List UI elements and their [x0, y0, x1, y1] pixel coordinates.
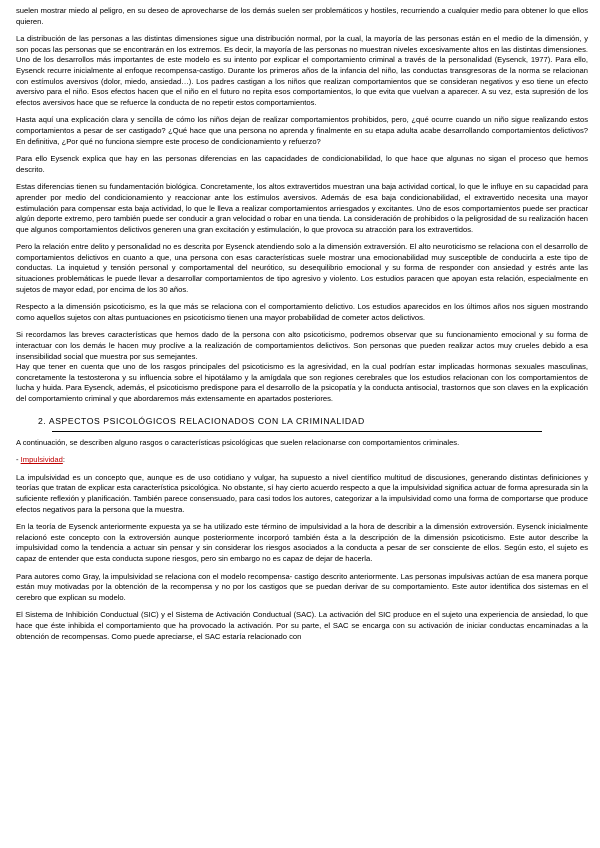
paragraph-5: Estas diferencias tienen su fundamentación biológica. Concretamente, los altos extravertidos muestran una baja actividad cortical, lo que le influye en su capacidad para aprender por medio del condicionamiento y reaccionar ante los estímulos aversivos. Además de esa baja condicionabilidad, el extravertido necesita una mayor estimulación para compensar esta baja actividad, lo que le lleva a realizar comportamientos arriesgados y excitantes. Uno de esos comportamientos puede ser practicar algún deporte extremo, pero también puede ser conducir a gran velocidad o robar en una tienda. La consideración de prohibidos o la peligrosidad de su realización hacen que algunos comportamientos delictivos generen una gran excitación y estimulación, lo que provoca su atracción para los extravertidos.: [16, 182, 589, 234]
paragraph-7: Respecto a la dimensión psicoticismo, es la que más se relaciona con el comportamiento delictivo. Los estudios aparecidos en los últimos años nos siguen mostrando como aquellos sujetos con altas puntuaciones en psicoticismo tienen una mayor probabilidad de cometer actos delictivos.: [16, 302, 588, 322]
paragraph-3: Hasta aquí una explicación clara y sencilla de cómo los niños dejan de realizar comportamientos prohibidos, pero, ¿qué ocurre cuando un niño sigue realizando estos comportamientos a pesar de ser castigado? ¿Qué hace que una persona no aprenda y finalmente en su etapa adulta acabe desarrollando comportamientos delictivos? En definitiva, ¿Por qué no funciona siempre este proceso de condicionamiento y refuerzo?: [16, 115, 588, 146]
paragraph-4: Para ello Eysenck explica que hay en las personas diferencias en las capacidades de condicionabilidad, lo que hace que algunas no sigan el proceso que hemos descrito.: [16, 154, 588, 174]
heading-rule: [52, 431, 542, 432]
keyword-prefix: -: [16, 455, 21, 465]
paragraph-10: La impulsividad es un concepto que, aunque es de uso cotidiano y vulgar, ha supuesto a nivel científico multitud de discusiones, generando distintas definiciones y teorías que tratan de explicar esta característica psicológica. No obstante, sí hay cierto acuerdo respecto a que la impulsividad significa actuar de forma apresurada sin la suficiente reflexión y planificación. También parece consensuado, para casi todos los autores, categorizar a la impulsividad como una forma de comportarse que produce efectos negativos para la persona que la muestra.: [16, 472, 588, 514]
section-heading: 2. ASPECTOS PSICOLÓGICOS RELACIONADOS CON LA CRIMINALIDAD: [38, 415, 365, 426]
paragraph-12: Para autores como Gray, la impulsividad se relaciona con el modelo recompensa- castigo descrito anteriormente. Las personas impulsivas actúan de esa manera porque están muy motivadas por la obtención de la recompensa y no por los castigos que se puedan derivar de su comportamiento. Este autor identifica dos sistemas en el cerebro que explican su modelo.: [16, 571, 588, 602]
keyword-suffix: :: [62, 455, 65, 465]
paragraph-11: En la teoría de Eysenck anteriormente expuesta ya se ha utilizado este término de impulsividad a la hora de describir a la dimensión extroversión. Eysenck inicialmente relacionó este concepto con la extroversión aunque posteriormente incorporó también ésta a la descripción de la dimensión psicoticismo. Este autor describe la impulsividad como la tendencia a actuar sin pensar y sin considerar los riesgos asociados a la conducta a pesar de ser consciente de ellos. Según esto, el sujeto es capaz de entender que esta conducta supone riesgos, pero sin embargo no es capaz de dejar de hacerla.: [16, 522, 588, 563]
impulsividad-keyword: Impulsividad: [20, 455, 63, 465]
section-intro: A continuación, se describen alguno rasgos o características psicológicas que suelen relacionarse con comportamientos criminales.: [16, 437, 460, 447]
paragraph-2: La distribución de las personas a las distintas dimensiones sigue una distribución normal, por la cual, la mayoría de las personas están en el medio de la dimensión, y son pocas las personas que se encontrarán en los extremos. Es decir, la mayoría de las personas no muestran niveles excesivamente altos en las distintas dimensiones. Uno de los desarrollos más importantes de este modelo es su intento por explicar el comportamiento criminal a través de la personalidad (Eysenck, 1977). Para ello, Eysenck recurre inicialmente al enfoque recompensa-castigo. Durante los primeros años de la infancia del niño, las conductas transgresoras de la norma se relacionan con estímulos aversivos (dolor, miedo, ansiedad…). Los padres castigan a los niños que realizan comportamientos que se consideran negativos y eso tiene un efecto aversivo para el niño. Esos efectos hacen que el niño en el futuro no repita esos comportamientos, lo que evita que vuelvan a aparecer. A su vez, esta supresión de los efectos aversivos hace que se refuerce la conducta de no repetir estos comportamientos.: [16, 34, 588, 107]
paragraph-1: suelen mostrar miedo al peligro, en su deseo de aprovecharse de los demás suelen ser problemáticos y hostiles, recurriendo a cualquier medio para obtener lo que ellos quieren.: [16, 6, 588, 26]
paragraph-6: Pero la relación entre delito y personalidad no es descrita por Eysenck atendiendo solo a la dimensión extraversión. El alto neuroticismo se relaciona con el desarrollo de comportamientos delictivos en cuanto a que, una persona con esas características suele mostrar una emocionabilidad muy susceptible de conducirla a este tipo de conductas. La inquietud y tensión personal y comportamental del neurótico, su desequilibrio emocional y su forma de responder con ansiedad y estrés ante las situaciones problemáticas le puede llevar a desarrollar comportamientos de tipo agresivo y violento. Los estudios paracen que apoyan esta relación, especialmente en sujetos de mayor edad, por encima de los 30 años.: [16, 242, 588, 294]
paragraph-9: Hay que tener en cuenta que uno de los rasgos principales del psicoticismo es la agresividad, en la cual podrían estar implicadas hormonas sexuales masculinas, concretamente la testosterona y su influencia sobre el hipotálamo y la amígdala que son regiones cerebrales que los estudios relacionan con los comportamientos de lucha y huida. Para Eysenck, además, el psicoticismo predispone para el desarrollo de la psicopatía y la conducta antisocial, trastornos que son claves en la explicación del comportamiento criminal y que abordaremos más extensamente en apartados posteriores.: [16, 362, 588, 403]
paragraph-8: Si recordamos las breves características que hemos dado de la persona con alto psicoticismo, podremos observar que su funcionamiento emocional y su forma de interactuar con los demás le hacen muy proclive a la realización de comportamientos delictivos. Son personas que pueden realizar actos muy crueles debido a esa insensibilidad social que muestra por sus semejantes.: [16, 330, 588, 361]
keyword-line: [16, 455, 588, 466]
paragraph-13: El Sistema de Inhibición Conductual (SIC) y el Sistema de Activación Conductual (SAC). La activación del SIC produce en el sujeto una experiencia de ansiedad, lo que hace que éste inhibida el comportamiento que ha provocado la activación. Por su parte, el SAC se encarga con su activación de iniciar conductas encaminadas a la obtención de recompensas. Como puede apreciarse, el SAC estaría relacionado con: [16, 610, 588, 641]
